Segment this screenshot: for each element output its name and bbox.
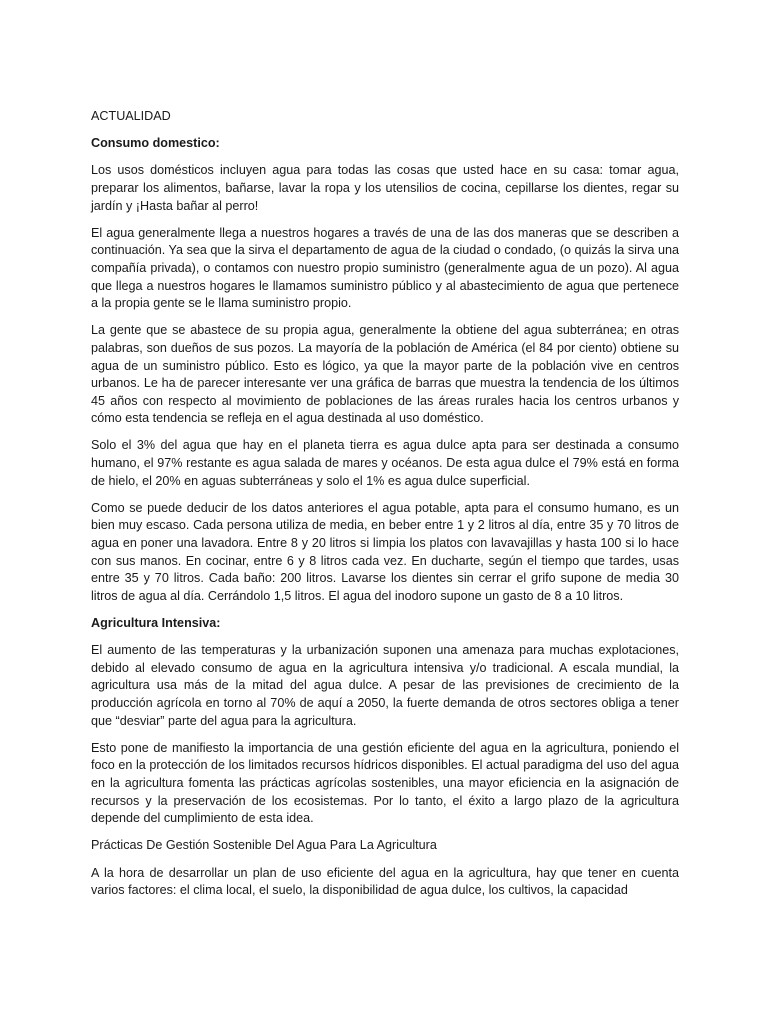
heading-consumo-domestico: Consumo domestico: [91, 136, 220, 151]
paragraph-consumo-litros: Como se puede deducir de los datos anteriores el agua potable, apta para el consumo humano, es un bien muy escaso. Cada persona utiliza de media, en beber entre 1 y 2 litros al día, entre 35 y 70 litros de agua en poner una lavadora. Entre 8 y 20 litros si limpia los platos con lavavajillas y hasta 100 si lo hace con sus manos. En cocinar, entre 6 y 8 litros cada vez. En ducharte, según el tiempo que tardes, usas entre 35 y 70 litros. Cada baño: 200 litros. Lavarse los dientes sin cerrar el grifo supone de media 30 litros de agua al día. Cerrándolo 1,5 litros. El agua del inodoro supone un gasto de 8 a 10 litros. [91, 500, 679, 603]
paragraph-abastecimiento: La gente que se abastece de su propia agua, generalmente la obtiene del agua subterránea; en otras palabras, son dueños de sus pozos. La mayoría de la población de América (el 84 por ciento) obtiene su agua de un suministro público. Esto es lógico, ya que la mayor parte de la población vive en centros urbanos. Le ha de parecer interesante ver una gráfica de barras que muestra la tendencia de los últimos 45 años con respecto al movimiento de poblaciones de las áreas rurales hacia los centros urbanos y cómo esta tendencia se refleja en el agua destinada al uso doméstico. [91, 323, 679, 426]
paragraph-agua-dulce: Solo el 3% del agua que hay en el planeta tierra es agua dulce apta para ser destinada a consumo humano, el 97% restante es agua salada de mares y océanos. De esta agua dulce el 79% está en forma de hielo, el 20% en aguas subterráneas y solo el 1% es agua dulce superficial. [91, 438, 679, 488]
paragraph-temperaturas: El aumento de las temperaturas y la urbanización suponen una amenaza para muchas explotaciones, debido al elevado consumo de agua en la agricultura intensiva y/o tradicional. A escala mundial, la agricultura usa más de la mitad del agua dulce. A pesar de las previsiones de crecimiento de la producción agrícola en torno al 70% de aquí a 2050, la fuerte demanda de otros sectores obliga a tener que “desviar” parte del agua para la agricultura. [91, 643, 679, 728]
paragraph-usos-domesticos: Los usos domésticos incluyen agua para todas las cosas que usted hace en su casa: tomar agua, preparar los alimentos, bañarse, lavar la ropa y los utensilios de cocina, cepillarse los dientes, regar su jardín y ¡Hasta bañar al perro! [91, 163, 679, 213]
section-title: ACTUALIDAD [91, 109, 171, 123]
paragraph-suministro: El agua generalmente llega a nuestros hogares a través de una de las dos maneras que se describen a continuación. Ya sea que la sirva el departamento de agua de la ciudad o condado, (o quizás la sirva una compañía privada), o contamos con nuestro propio suministro (generalmente agua de un pozo). Al agua que llega a nuestros hogares le llamamos suministro público y al abastecimiento de agua que pertenece a la propia gente se le llama suministro propio. [91, 225, 679, 311]
document-page [91, 108, 679, 909]
heading-practicas-gestion: Prácticas De Gestión Sostenible Del Agua Para La Agricultura [91, 838, 437, 853]
paragraph-gestion-eficiente: Esto pone de manifiesto la importancia de una gestión eficiente del agua en la agricultura, poniendo el foco en la protección de los limitados recursos hídricos disponibles. El actual paradigma del uso del agua en la agricultura fomenta las prácticas agrícolas sostenibles, una mayor eficiencia en la asignación de recursos y la preservación de los ecosistemas. Por lo tanto, el éxito a largo plazo de la agricultura depende del cumplimiento de esta idea. [91, 740, 679, 826]
heading-agricultura-intensiva: Agricultura Intensiva: [91, 616, 221, 630]
paragraph-plan-uso: A la hora de desarrollar un plan de uso eficiente del agua en la agricultura, hay que tener en cuenta varios factores: el clima local, el suelo, la disponibilidad de agua dulce, los cultivos, la capacidad [91, 865, 679, 898]
